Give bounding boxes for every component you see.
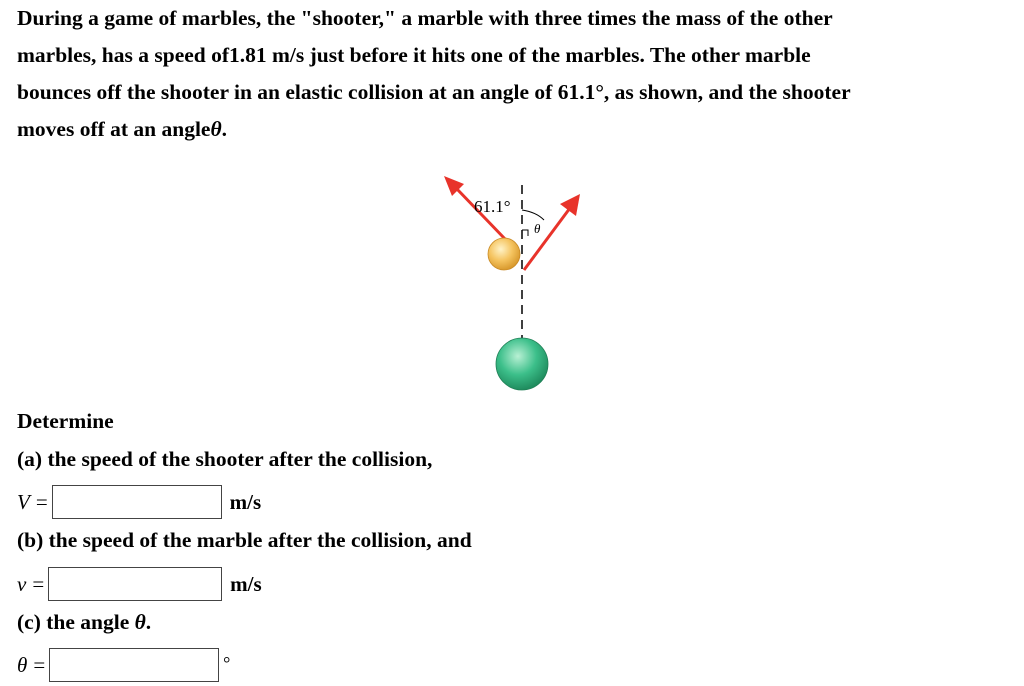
problem-line-2: marbles, has a speed of1.81 m/s just before it hits one of the marbles. The other marble [17,43,811,67]
problem-line-4-period: . [221,117,228,141]
part-b-variable: v [17,571,27,596]
part-c-period: . [145,610,152,634]
part-a-answer-row [17,482,261,522]
part-b-answer-row [17,564,262,604]
part-a-equals: = [35,489,48,514]
problem-line-4-text: moves off at an angle [17,117,211,141]
shooter-velocity-arrow-line [524,208,570,270]
part-c-question-text: (c) the angle [17,610,130,634]
speed-shooter-input[interactable] [52,485,222,519]
shooter-velocity-arrowhead [560,194,580,216]
part-b-question: (b) the speed of the marble after the collision, and [17,528,472,552]
part-b-unit: m/s [230,571,262,596]
part-a-unit: m/s [229,489,262,514]
target-marble [496,338,548,390]
part-c-theta-symbol: θ [134,610,146,634]
angle-theta-input[interactable] [49,648,219,682]
problem-line-3: bounces off the shooter in an elastic collision at an angle of 61.1°, as shown, and the shooter [17,80,851,104]
part-c-question [17,610,151,635]
part-a-question: (a) the speed of the shooter after the collision, [17,447,433,471]
part-c-equals: = [33,652,46,677]
part-c-unit: ° [223,653,231,673]
collision-diagram [436,170,596,395]
angle-label: 61.1° [474,197,511,216]
determine-label: Determine [17,409,114,433]
speed-marble-input[interactable] [48,567,222,601]
theta-arc [522,210,544,220]
collision-diagram-svg [436,170,596,395]
problem-line-1: During a game of marbles, the "shooter," a marble with three times the mass of the other [17,6,833,30]
problem-line-4 [17,111,1007,148]
part-b-equals: = [32,571,45,596]
right-angle-marker [522,230,528,236]
part-c-variable: θ [17,652,28,677]
part-a-variable: V [17,489,30,514]
problem-theta-symbol: θ [210,117,222,141]
part-c-answer-row [17,645,230,685]
shooter-marble [488,238,520,270]
problem-statement [17,0,1007,148]
theta-label: θ [534,221,541,236]
